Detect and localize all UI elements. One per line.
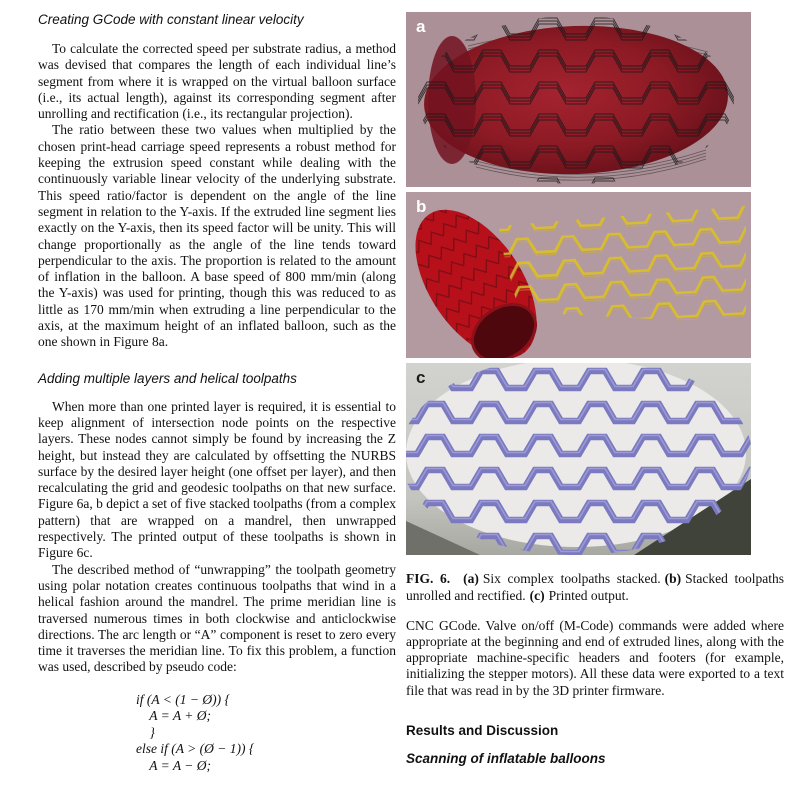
figure-panel-b-image	[406, 192, 751, 358]
caption-a-label: (a)	[463, 571, 479, 586]
paragraph-cnc-gcode: CNC GCode. Valve on/off (M-Code) commands were added where appropriate at the beginning and end of extruded lines, along with the appropriate machine-specific headers and footers (for example, initializing the stepper motors). All these data were exported to a text file that was read in by the 3D printer firmware.	[406, 617, 784, 698]
pseudocode-line: }	[136, 724, 155, 740]
panel-label-c: c	[416, 368, 426, 387]
paragraph-speed-ratio: The ratio between these two values when multiplied by the chosen print-head carriage speed represents a robust method for keeping the extrusion speed constant while dealing with the continuously variable linear velocity of the underlying substrate. This speed ratio/factor is dependent on the angle of the line segment in relation to the Y-axis. If the extruded line segment lies exactly on the Y-axis, then its speed factor will be unity. This will change proportionally as the angle of the line tends toward perpendicular to the axis. The proportion is related to the amount of inflation in the balloon. A base speed of 800 mm/min (along the Y-axis) was used for printing, though this was reduced to as little as 170 mm/min when extruding a line perpendicular to the axis, at the maximum height of an inflated balloon, such as the one shown in Figure 8a.	[38, 122, 396, 350]
figure-panel-c-image	[406, 363, 751, 555]
left-column	[38, 12, 396, 774]
paragraph-layer-alignment: When more than one printed layer is required, it is essential to keep alignment of intersection node points on the respective layers. These nodes cannot simply be found by increasing the Z height, but instead they are calculated by offsetting the NURBS surface by the desired layer height (one offset per layer), and then recalculating the grid and geodesic toolpaths on that new surface. Figure 6a, b depict a set of five stacked toolpaths (from a complex pattern) that are wrapped on a mandrel, then unwrapped respectively. The printed output of these toolpaths is shown in Figure 6c.	[38, 398, 397, 561]
caption-c-text: Printed output.	[548, 587, 629, 603]
section-heading-multiple-layers: Adding multiple layers and helical toolpaths	[38, 370, 297, 386]
pseudocode-line: A = A + Ø;	[136, 708, 211, 724]
figure-panel-a-image	[406, 12, 751, 187]
section-heading-scanning: Scanning of inflatable balloons	[406, 750, 606, 766]
caption-a-text: Six complex toolpaths stacked.	[482, 571, 661, 586]
panel-label-b: b	[416, 197, 427, 216]
pseudocode-line: if (A < (1 − Ø)) {	[136, 691, 230, 707]
right-column	[406, 12, 784, 766]
pseudocode-line: else if (A > (Ø − 1)) {	[136, 741, 255, 757]
panel-label-a: a	[416, 17, 426, 36]
paragraph-unwrapping: The described method of “unwrapping” the toolpath geometry using polar notation creates continuous toolpaths that wind in a helical fashion around the mandrel. The prime meridian line is traversed numerous times in both clockwise and anticlockwise directions. The arc length or “A” component is reset to zero every time it traverses the meridian line. To fix this problem, a function was used, described by pseudo code:	[38, 561, 396, 675]
pseudocode-block	[136, 692, 396, 775]
section-heading-gcode-velocity: Creating GCode with constant linear velocity	[38, 12, 304, 27]
figure-6	[406, 12, 751, 555]
caption-b-label: (b)	[664, 571, 682, 586]
figure-caption	[406, 571, 784, 604]
caption-c-label: (c)	[529, 587, 545, 603]
figure-caption-number: FIG. 6.	[406, 571, 451, 586]
caption-b-text: Stacked toolpaths unrolled and rectified.	[406, 571, 784, 603]
section-heading-results: Results and Discussion	[406, 722, 559, 738]
paragraph-speed-calc: To calculate the corrected speed per substrate radius, a method was devised that compares the length of each individual line’s segment from where it is wrapped on the virtual balloon surface (i.e., its actual length), against its corresponding segment after unrolling and rectification (i.e., its rectangular projection).	[38, 41, 396, 122]
pseudocode-line: A = A − Ø;	[136, 757, 211, 773]
